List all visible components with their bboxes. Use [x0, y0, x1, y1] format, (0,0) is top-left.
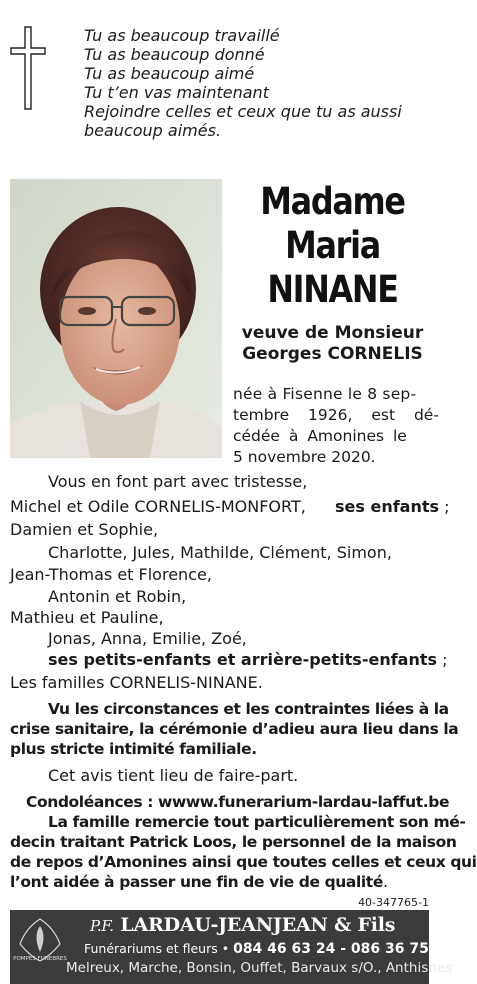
- birth-line: tembre 1926, est dé-: [233, 406, 439, 424]
- portrait-photo: [10, 179, 222, 458]
- thanks-line-last: l’ont aidée à passer une fin de vie de qualité.: [10, 872, 389, 891]
- poem-line: beaucoup aimés.: [84, 121, 222, 140]
- great-grandchildren: Jonas, Anna, Emilie, Zoé,: [48, 629, 247, 648]
- funeral-home-footer: [10, 910, 454, 984]
- grandchild-couple: Mathieu et Pauline,: [10, 608, 164, 627]
- announce-text: Vous en font part avec tristesse,: [48, 472, 308, 491]
- funeral-home-locations: Melreux, Marche, Bonsin, Ouffet, Barvaux s/O., Anthisnes: [66, 960, 453, 976]
- svg-text:POMPES FUNEBRES: POMPES FUNEBRES: [13, 956, 67, 962]
- name-first: Maria: [285, 224, 380, 267]
- birth-death-info: [233, 384, 439, 468]
- widow-line: veuve de Monsieur: [241, 323, 424, 343]
- poem-line: Tu t’en vas maintenant: [84, 83, 269, 102]
- grandchildren-label: ses petits-enfants et arrière-petits-enfants ;: [48, 650, 448, 669]
- thanks-line: de repos d’Amonines ainsi que toutes celles et ceux qui: [10, 853, 477, 871]
- thanks-line: La famille remercie tout particulièrement son mé-: [48, 813, 466, 831]
- poem-line: Rejoindre celles et ceux que tu as aussi: [84, 102, 402, 121]
- great-grandchildren: Charlotte, Jules, Mathilde, Clément, Simon,: [48, 543, 392, 562]
- poem-line: Tu as beaucoup aimé: [84, 64, 255, 83]
- birth-line: cédée à Amonines le: [233, 427, 407, 445]
- faire-part-notice: Cet avis tient lieu de faire-part.: [48, 766, 299, 785]
- grandchild-couple: Jean-Thomas et Florence,: [10, 565, 212, 584]
- cross-icon: [10, 26, 46, 110]
- great-grandchildren: Antonin et Robin,: [48, 587, 187, 606]
- name-last: NINANE: [267, 268, 398, 311]
- families-line: Les familles CORNELIS-NINANE.: [10, 673, 263, 692]
- funeral-home-contact: Funérariums et fleurs • 084 46 63 24 - 086 36 75 82: [84, 941, 454, 957]
- children-label: ses enfants ;: [335, 497, 450, 516]
- funeral-home-name: P.F. LARDAU-JEANJEAN & Fils: [90, 914, 396, 936]
- covid-notice-line: Vu les circonstances et les contraintes liées à la: [48, 700, 449, 718]
- reference-number: 40-347765-1: [358, 896, 429, 909]
- funeral-home-logo: [14, 916, 66, 964]
- poem: [84, 26, 434, 140]
- widow-line: Georges CORNELIS: [242, 344, 423, 364]
- condolences-link[interactable]: Condoléances : wwww.funerarium-lardau-laffut.be: [26, 793, 450, 811]
- widow-of: [230, 323, 435, 365]
- birth-line: née à Fisenne le 8 sep-: [233, 385, 417, 403]
- grandchild-couple: Damien et Sophie,: [10, 520, 159, 539]
- deceased-name: [253, 180, 412, 312]
- poem-line: Tu as beaucoup donné: [84, 45, 265, 64]
- covid-notice-line: plus stricte intimité familiale.: [10, 740, 257, 758]
- birth-line: 5 novembre 2020.: [233, 448, 376, 466]
- name-title: Madame: [260, 180, 405, 223]
- poem-line: Tu as beaucoup travaillé: [84, 26, 280, 45]
- children-names: Michel et Odile CORNELIS-MONFORT,: [10, 497, 306, 516]
- covid-notice-line: crise sanitaire, la cérémonie d’adieu aura lieu dans la: [10, 720, 459, 738]
- thanks-line: decin traitant Patrick Loos, le personnel de la maison: [10, 833, 457, 851]
